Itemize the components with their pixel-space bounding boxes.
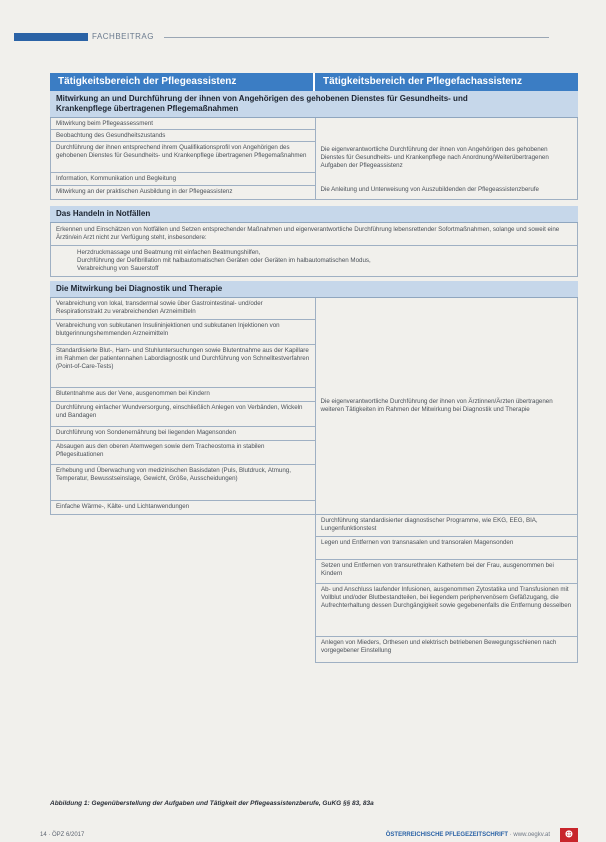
table-cell: Setzen und Entfernen von transurethralen Kathetern bei der Frau, ausgenommen bei Kindern bbox=[316, 560, 577, 584]
table-cell: Ab- und Anschluss laufender Infusionen, ausgenommen Zytostatika und Transfusionen mit Vollblut und/oder Blutbestandteilen, bei liegendem periphervenösem Gefäßzugang, die Aufrechterhaltung dessen Durchgängigkeit sowie gegebenenfalls die Entfernung desselben bbox=[316, 584, 577, 637]
col1-title: Tätigkeitsbereich der Pflegeassistenz bbox=[50, 73, 315, 91]
section3-grid bbox=[50, 298, 578, 515]
table-cell: Beobachtung des Gesundheitszustands bbox=[51, 130, 315, 142]
section-title-line1: Mitwirkung an und Durchführung der ihnen von Angehörigen des gehobenen Dienstes für Gesundheits- und bbox=[56, 94, 468, 103]
table-cell: Die eigenverantwortliche Durchführung der ihnen von Ärztinnen/Ärzten übertragenen weiteren Tätigkeiten im Rahmen der Mitwirkung bei Diagnostik und Therapie bbox=[320, 398, 553, 413]
section-title: Die Mitwirkung bei Diagnostik und Therapie bbox=[56, 284, 223, 293]
list-item: Herzdruckmassage und Beatmung mit einfachen Beatmungshilfen, bbox=[77, 249, 261, 256]
cross-logo-icon: ⊕ bbox=[560, 828, 578, 842]
magazine-url: · www.oegkv.at bbox=[509, 832, 550, 838]
section1-grid bbox=[50, 118, 578, 200]
list-item: Durchführung der Defibrillation mit halbautomatischen Geräten oder Geräten im halbautomatischen Modus, bbox=[77, 257, 371, 264]
top-banner bbox=[14, 33, 524, 41]
table-cell: Einfache Wärme-, Kälte- und Lichtanwendungen bbox=[51, 501, 315, 515]
empty-cell bbox=[50, 515, 315, 663]
list-item: Verabreichung von Sauerstoff bbox=[77, 265, 159, 272]
section-label: FACHBEITRAG bbox=[92, 32, 154, 41]
magazine-name bbox=[386, 832, 550, 838]
section1-left bbox=[51, 118, 316, 200]
section3-left bbox=[51, 298, 316, 515]
table-cell: Durchführung der ihnen entsprechend ihrem Qualifikationsprofil von Angehörigen des gehobenen Dienstes für Gesundheits- und Krankenpflege übertragenen Pflegemaßnahmen bbox=[51, 142, 315, 173]
notfall-list bbox=[50, 246, 578, 277]
section-diagnostik bbox=[50, 281, 578, 298]
table-cell: Durchführung einfacher Wundversorgung, einschließlich Anlegen von Verbänden, Wickeln und Bandagen bbox=[51, 402, 315, 427]
table-cell: Verabreichung von lokal, transdermal sowie über Gastrointestinal- und/oder Respirationstrakt zu verabreichenden Arzneimitteln bbox=[51, 298, 315, 320]
table-cell: Mitwirkung beim Pflegeassessment bbox=[51, 118, 315, 130]
table-cell: Anlegen von Mieders, Orthesen und elektrisch betriebenen Bewegungsschienen nach vorgegebener Einstellung bbox=[316, 637, 577, 663]
banner-rule bbox=[164, 37, 549, 38]
table-cell: Die eigenverantwortliche Durchführung der ihnen von Angehörigen des gehobenen Dienstes für Gesundheits- und Krankenpflege nach Anordnung/Weiterübertragenen Aufgaben der Pflegeassistenz bbox=[320, 146, 549, 169]
table-cell: Durchführung standardisierter diagnostischer Programme, wie EKG, EEG, BIA, Lungenfunktionstest bbox=[316, 515, 577, 537]
section-title: Das Handeln in Notfällen bbox=[56, 209, 151, 218]
section3-right-extra bbox=[50, 515, 578, 663]
table-cell: Verabreichung von subkutanen Insulininjektionen und subkutanen Injektionen von blutgerinnungshemmenden Arzneimitteln bbox=[51, 320, 315, 345]
table-cell: Blutentnahme aus der Vene, ausgenommen bei Kindern bbox=[51, 388, 315, 402]
table-cell: Durchführung von Sondenernährung bei liegenden Magensonden bbox=[51, 427, 315, 441]
right-only-cells bbox=[315, 515, 578, 663]
col2-title: Tätigkeitsbereich der Pflegefachassistenz bbox=[315, 73, 578, 91]
figure-caption: Abbildung 1: Gegenüberstellung der Aufgaben und Tätigkeit der Pflegeassistenzberufe, GuKG §§ 83, 83a bbox=[50, 800, 374, 807]
page-number: 14 · ÖPZ 6/2017 bbox=[40, 832, 85, 838]
table-header bbox=[50, 73, 578, 91]
table-cell: Legen und Entfernen von transnasalen und transoralen Magensonden bbox=[316, 537, 577, 560]
table-cell: Die Anleitung und Unterweisung von Auszubildenden der Pflegeassistenzberufe bbox=[320, 186, 539, 193]
section-notfaelle bbox=[50, 206, 578, 223]
magazine-title: ÖSTERREICHISCHE PFLEGEZEITSCHRIFT bbox=[385, 832, 509, 838]
table-cell: Absaugen aus den oberen Atemwegen sowie dem Tracheostoma in stabilen Pflegesituationen bbox=[51, 441, 315, 465]
section1-right bbox=[316, 118, 578, 200]
page-footer bbox=[40, 829, 578, 842]
banner-block bbox=[14, 33, 88, 41]
notfall-paragraph: Erkennen und Einschätzen von Notfällen und Setzen entsprechender Maßnahmen und eigenverantwortliche Durchführung lebensrettender Sofortmaßnahmen, solange und soweit eine Ärztin/ein Arzt nicht zur Verfügung steht, insbesondere: bbox=[50, 223, 578, 246]
section-title-line2: Krankenpflege übertragenen Pflegemaßnahmen bbox=[56, 104, 239, 113]
table-cell: Erhebung und Überwachung von medizinischen Basisdaten (Puls, Blutdruck, Atmung, Temperatur, Bewusstseinslage, Gewicht, Größe, Ausscheidungen) bbox=[51, 465, 315, 501]
table-cell: Mitwirkung an der praktischen Ausbildung in der Pflegeassistenz bbox=[51, 186, 315, 200]
comparison-table bbox=[50, 73, 578, 663]
section3-right bbox=[316, 298, 578, 515]
table-cell: Standardisierte Blut-, Harn- und Stuhluntersuchungen sowie Blutentnahme aus der Kapillare im Rahmen der patientennahen Labordiagnostik und Durchführung von Schnelltestverfahren (Point-of-Care-Tests) bbox=[51, 345, 315, 388]
section-mitwirkung bbox=[50, 91, 578, 118]
table-cell: Information, Kommunikation und Begleitung bbox=[51, 173, 315, 186]
